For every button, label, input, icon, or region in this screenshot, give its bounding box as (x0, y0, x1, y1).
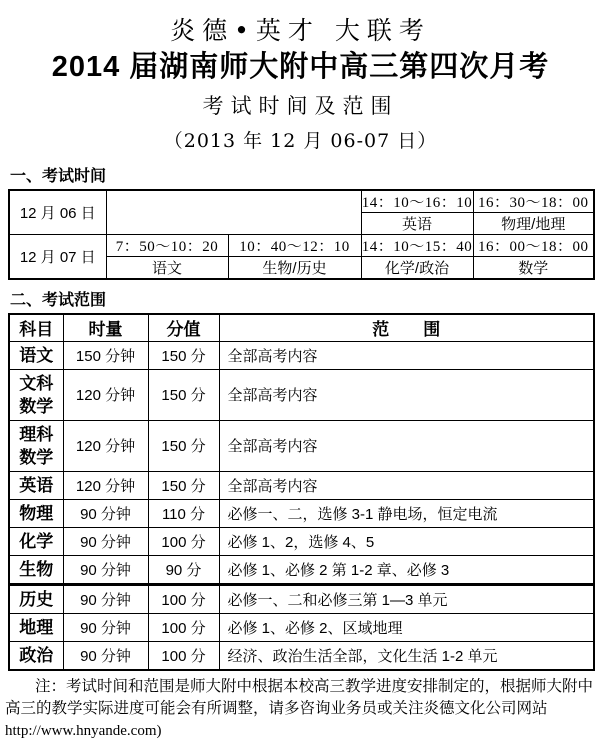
duration-cell: 90 分钟 (63, 555, 148, 584)
table-header-row (9, 314, 594, 341)
duration-cell: 120 分钟 (63, 369, 148, 420)
date-cell: 12 月 06 日 (9, 190, 106, 235)
score-cell: 150 分 (148, 369, 219, 420)
score-cell: 100 分 (148, 613, 219, 641)
duration-cell: 120 分钟 (63, 471, 148, 499)
subject-cell: 历史 (9, 584, 63, 613)
footer-note (5, 676, 595, 742)
table-row (9, 641, 594, 670)
time-cell: 10：40～12：10 (228, 235, 361, 257)
duration-cell: 120 分钟 (63, 420, 148, 471)
document-subtitle: 考试时间及范围 (202, 94, 399, 118)
time-cell: 14：10～16：10 (361, 190, 473, 213)
table-row (9, 369, 594, 420)
duration-cell: 150 分钟 (63, 341, 148, 369)
table-row (9, 471, 594, 499)
table-row (9, 499, 594, 527)
scope-cell: 必修 1、必修 2 第 1-2 章、必修 3 (219, 555, 594, 584)
table-row (9, 584, 594, 613)
subject-cell: 数学 (473, 257, 594, 280)
subject-cell: 生物/历史 (228, 257, 361, 280)
empty-cell (106, 190, 361, 235)
column-header-subject: 科目 (9, 314, 63, 341)
duration-cell: 90 分钟 (63, 527, 148, 555)
brand-title: 炎德•英才 大联考 (170, 16, 431, 45)
table-row (9, 527, 594, 555)
subject-cell: 地理 (9, 613, 63, 641)
score-cell: 90 分 (148, 555, 219, 584)
exam-time-table (8, 189, 595, 280)
time-cell: 16：30～18：00 (473, 190, 594, 213)
subject-cell: 理科数学 (9, 420, 63, 471)
time-cell: 7：50～10：20 (106, 235, 228, 257)
subject-cell: 物理 (9, 499, 63, 527)
column-header-duration: 时量 (63, 314, 148, 341)
scope-cell: 必修 1、2，选修 4、5 (219, 527, 594, 555)
website-url: http://www.hnyande.com) (5, 722, 162, 739)
score-cell: 110 分 (148, 499, 219, 527)
table-row (9, 420, 594, 471)
scope-cell: 全部高考内容 (219, 341, 594, 369)
duration-cell: 90 分钟 (63, 584, 148, 613)
exam-date-range: （2013 年 12 月 06-07 日） (163, 130, 438, 152)
duration-cell: 90 分钟 (63, 641, 148, 670)
scope-cell: 经济、政治生活全部，文化生活 1-2 单元 (219, 641, 594, 670)
table-row (9, 613, 594, 641)
time-cell: 14：10～15：40 (361, 235, 473, 257)
duration-cell: 90 分钟 (63, 499, 148, 527)
duration-cell: 90 分钟 (63, 613, 148, 641)
table-row (9, 341, 594, 369)
subject-cell: 英语 (361, 213, 473, 235)
scope-cell: 必修 1、必修 2、区域地理 (219, 613, 594, 641)
table-row (9, 555, 594, 584)
score-cell: 100 分 (148, 527, 219, 555)
subject-cell: 化学/政治 (361, 257, 473, 280)
page-title: 2014 届湖南师大附中高三第四次月考 (51, 51, 550, 83)
score-cell: 150 分 (148, 471, 219, 499)
subject-cell: 物理/地理 (473, 213, 594, 235)
column-header-scope: 范 围 (219, 314, 594, 341)
scope-cell: 全部高考内容 (219, 369, 594, 420)
subject-cell: 语文 (9, 341, 63, 369)
table-row (9, 235, 594, 257)
section2-heading: 二、考试范围 (10, 292, 107, 309)
subject-cell: 化学 (9, 527, 63, 555)
subject-cell: 英语 (9, 471, 63, 499)
time-cell: 16：00～18：00 (473, 235, 594, 257)
scope-cell: 必修一、二，选修 3-1 静电场，恒定电流 (219, 499, 594, 527)
score-cell: 150 分 (148, 341, 219, 369)
score-cell: 150 分 (148, 420, 219, 471)
exam-scope-table (8, 313, 595, 671)
subject-cell: 政治 (9, 641, 63, 670)
subject-cell: 文科数学 (9, 369, 63, 420)
subject-cell: 生物 (9, 555, 63, 584)
score-cell: 100 分 (148, 584, 219, 613)
scope-cell: 全部高考内容 (219, 471, 594, 499)
subject-cell: 语文 (106, 257, 228, 280)
section1-heading: 一、考试时间 (10, 168, 107, 185)
column-header-score: 分值 (148, 314, 219, 341)
note-text: 注：考试时间和范围是师大附中根据本校高三教学进度安排制定的，根据师大附中高三的教学实际进度可能会有所调整，请多咨询业务员或关注炎德文化公司网站 (5, 677, 594, 717)
score-cell: 100 分 (148, 641, 219, 670)
date-cell: 12 月 07 日 (9, 235, 106, 280)
scope-cell: 必修一、二和必修三第 1—3 单元 (219, 584, 594, 613)
table-row (9, 190, 594, 213)
scope-cell: 全部高考内容 (219, 420, 594, 471)
